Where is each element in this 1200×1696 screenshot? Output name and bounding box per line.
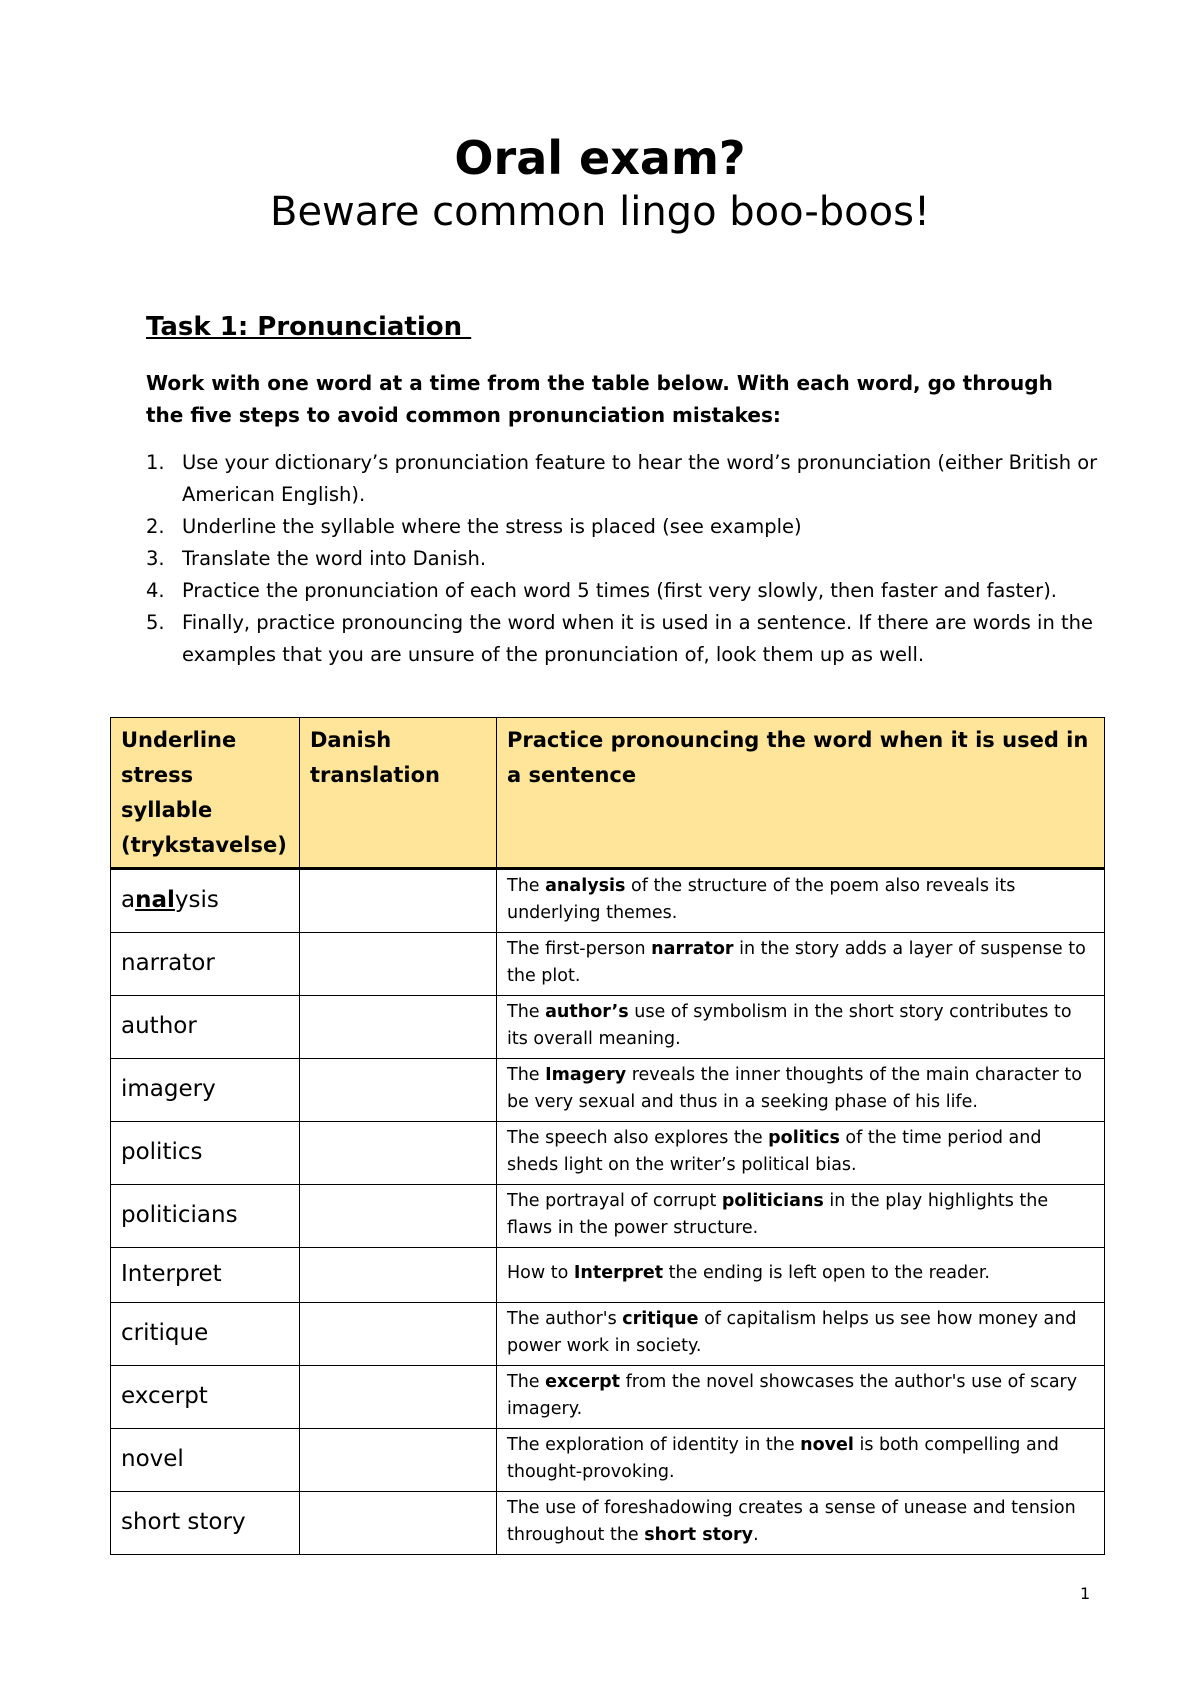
word-cell: author — [111, 996, 300, 1059]
sentence-cell — [497, 1059, 1105, 1122]
sentence-cell — [497, 1366, 1105, 1429]
sentence-keyword: novel — [800, 1435, 854, 1455]
word-cell: novel — [111, 1429, 300, 1492]
step-text: Finally, practice pronouncing the word when it is used in a sentence. If there are words in the examples that you are unsure of the pronunciation of, look them up as well. — [182, 611, 1093, 666]
table-row — [111, 1185, 1105, 1248]
sentence-end: in the play highlights the flaws in the power structure. — [507, 1191, 1049, 1238]
steps-list — [146, 447, 1106, 671]
table-row — [111, 1122, 1105, 1185]
sentence-cell — [497, 1492, 1105, 1555]
sentence-start: The exploration of identity in the — [507, 1435, 801, 1455]
sentence-start: The — [507, 1002, 546, 1022]
sentence-keyword: politicians — [721, 1191, 824, 1211]
sentence-cell — [497, 869, 1105, 933]
step-number: 5. — [146, 611, 165, 634]
step-number: 1. — [146, 451, 165, 474]
document-title: Oral exam? — [454, 131, 746, 185]
header-practice-sentence: Practice pronouncing the word when it is used in a sentence — [497, 718, 1105, 869]
translation-cell[interactable] — [300, 996, 497, 1059]
sentence-cell — [497, 1429, 1105, 1492]
step-number: 3. — [146, 547, 165, 570]
word-cell — [111, 869, 300, 933]
translation-cell[interactable] — [300, 1492, 497, 1555]
sentence-end: of capitalism helps us see how money and power work in society. — [507, 1309, 1077, 1356]
sentence-end: is both compelling and thought-provoking. — [507, 1435, 1059, 1482]
step-text: Practice the pronunciation of each word 5 times (first very slowly, then faster and faster). — [182, 579, 1057, 602]
table-row — [111, 1429, 1105, 1492]
sentence-start: The first-person — [507, 939, 652, 959]
step-text: Translate the word into Danish. — [182, 547, 487, 570]
sentence-end: from the novel showcases the author's use of scary imagery. — [507, 1372, 1078, 1419]
task-heading: Task 1: Pronunciation — [146, 312, 472, 342]
document-subtitle: Beware common lingo boo-boos! — [270, 189, 930, 235]
sentence-cell — [497, 933, 1105, 996]
word-cell: Interpret — [111, 1248, 300, 1303]
translation-cell[interactable] — [300, 1122, 497, 1185]
table-row — [111, 1303, 1105, 1366]
word-cell: imagery — [111, 1059, 300, 1122]
table-row — [111, 1248, 1105, 1303]
translation-cell[interactable] — [300, 869, 497, 933]
sentence-start: The speech also explores the — [507, 1128, 769, 1148]
sentence-end: use of symbolism in the short story contributes to its overall meaning. — [507, 1002, 1072, 1049]
translation-cell[interactable] — [300, 1248, 497, 1303]
translation-cell[interactable] — [300, 1366, 497, 1429]
sentence-start: The — [507, 1372, 546, 1392]
sentence-keyword: critique — [622, 1309, 699, 1329]
sentence-cell — [497, 996, 1105, 1059]
sentence-cell — [497, 1248, 1105, 1303]
sentence-start: The author's — [507, 1309, 623, 1329]
sentence-end: in the story adds a layer of suspense to the plot. — [507, 939, 1086, 986]
word-cell: critique — [111, 1303, 300, 1366]
table-row — [111, 869, 1105, 933]
header-stress-syllable: Underline stress syllable (trykstavelse) — [111, 718, 300, 869]
sentence-end: of the time period and sheds light on the writer’s political bias. — [507, 1128, 1042, 1175]
sentence-keyword: short story — [644, 1525, 754, 1545]
sentence-keyword: politics — [768, 1128, 840, 1148]
header-danish-translation: Danish translation — [300, 718, 497, 869]
sentence-keyword: Interpret — [573, 1263, 664, 1283]
sentence-start: How to — [507, 1263, 574, 1283]
sentence-cell — [497, 1122, 1105, 1185]
sentence-keyword: Imagery — [545, 1065, 627, 1085]
sentence-keyword: author’s — [545, 1002, 629, 1022]
sentence-end: the ending is left open to the reader. — [663, 1263, 990, 1283]
step-item — [146, 543, 1106, 575]
sentence-start: The — [507, 1065, 546, 1085]
word-cell: narrator — [111, 933, 300, 996]
table-row — [111, 1059, 1105, 1122]
stressed-syllable: nal — [135, 887, 175, 913]
sentence-start: The portrayal of corrupt — [507, 1191, 722, 1211]
table-row — [111, 933, 1105, 996]
step-number: 4. — [146, 579, 165, 602]
table-header-row — [111, 718, 1105, 869]
step-item — [146, 607, 1106, 671]
translation-cell[interactable] — [300, 933, 497, 996]
translation-cell[interactable] — [300, 1059, 497, 1122]
translation-cell[interactable] — [300, 1429, 497, 1492]
table-row — [111, 1492, 1105, 1555]
translation-cell[interactable] — [300, 1185, 497, 1248]
sentence-keyword: excerpt — [545, 1372, 621, 1392]
word-cell: politics — [111, 1122, 300, 1185]
step-item — [146, 447, 1106, 511]
step-number: 2. — [146, 515, 165, 538]
sentence-end: reveals the inner thoughts of the main character to be very sexual and thus in a seeking phase of his life. — [507, 1065, 1082, 1112]
sentence-start: The — [507, 876, 546, 896]
word-suffix: ysis — [174, 887, 219, 913]
sentence-cell — [497, 1303, 1105, 1366]
translation-cell[interactable] — [300, 1303, 497, 1366]
word-cell: politicians — [111, 1185, 300, 1248]
step-item — [146, 511, 1106, 543]
table-row — [111, 996, 1105, 1059]
word-cell: short story — [111, 1492, 300, 1555]
sentence-start: The use of foreshadowing creates a sense of unease and tension throughout the — [507, 1498, 1076, 1545]
word-prefix: a — [121, 887, 136, 913]
sentence-end: of the structure of the poem also reveals its underlying themes. — [507, 876, 1016, 923]
step-text: Use your dictionary’s pronunciation feature to hear the word’s pronunciation (either British or American English). — [182, 451, 1098, 506]
vocabulary-table — [110, 717, 1105, 1555]
task-instructions: Work with one word at a time from the table below. With each word, go through the five steps to avoid common pronunciation mistakes: — [146, 371, 1053, 427]
sentence-end: . — [753, 1525, 759, 1545]
step-item — [146, 575, 1106, 607]
word-cell: excerpt — [111, 1366, 300, 1429]
sentence-cell — [497, 1185, 1105, 1248]
table-row — [111, 1366, 1105, 1429]
sentence-keyword: narrator — [651, 939, 734, 959]
sentence-keyword: analysis — [545, 876, 626, 896]
page-number: 1 — [1080, 1584, 1091, 1603]
step-text: Underline the syllable where the stress is placed (see example) — [182, 515, 802, 538]
